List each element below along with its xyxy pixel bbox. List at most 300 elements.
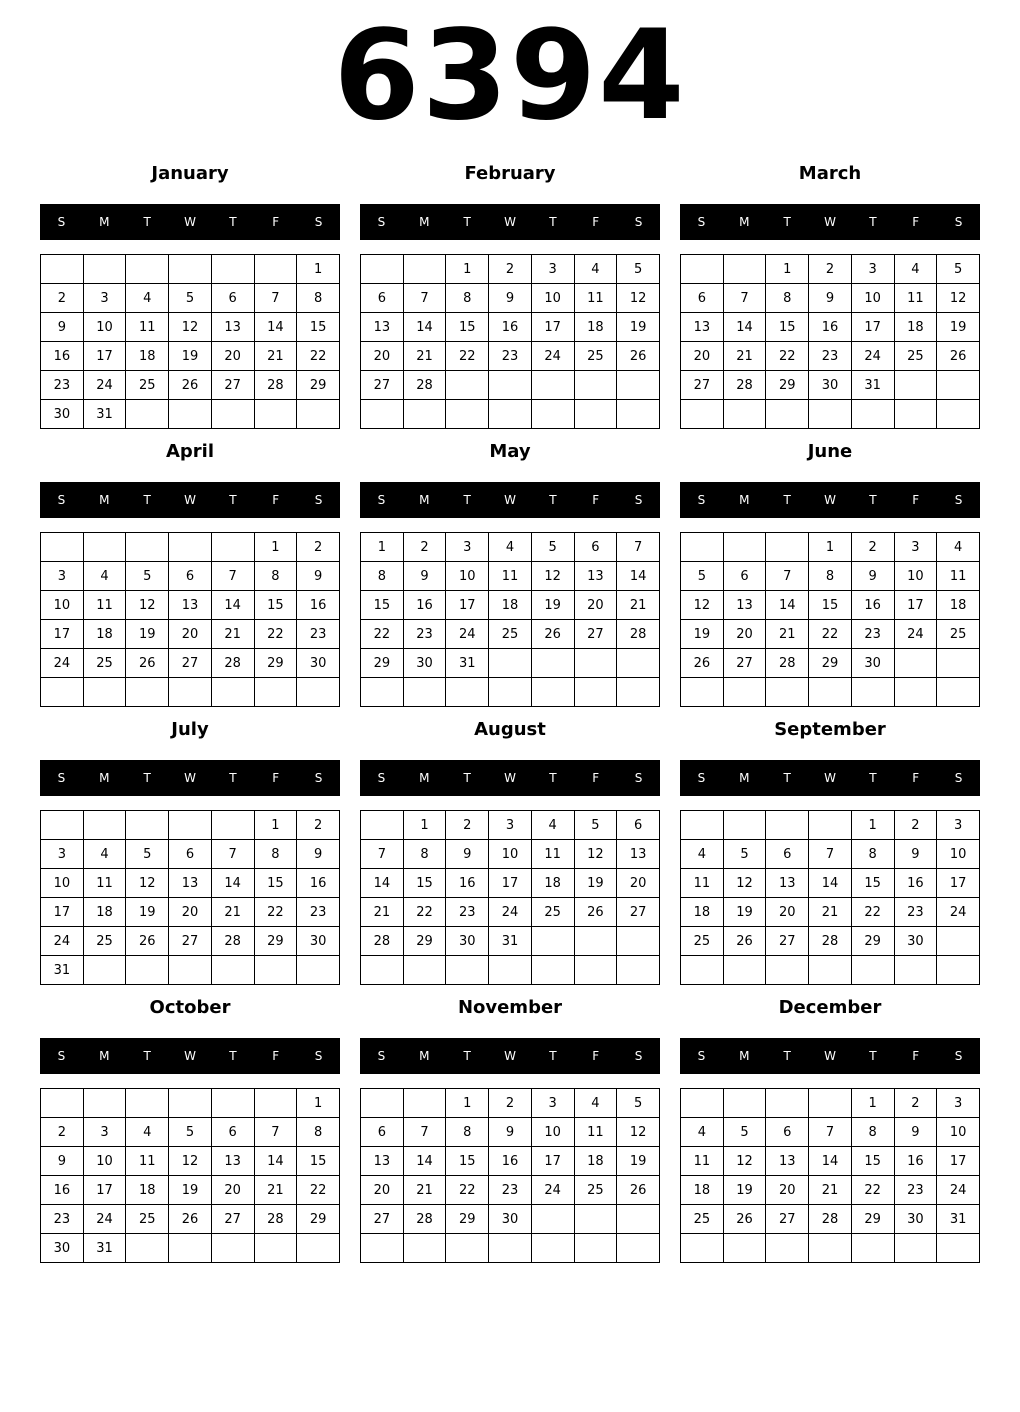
day-cell: 3 [83, 1118, 126, 1147]
week-row [361, 255, 660, 284]
day-cell: 6 [766, 1118, 809, 1147]
weekday-label: W [184, 1049, 196, 1063]
weekday-label: F [912, 771, 920, 785]
day-cell: 13 [361, 1147, 404, 1176]
day-cell: 12 [617, 284, 660, 313]
day-cell [169, 1089, 212, 1118]
day-cell: 29 [297, 1205, 340, 1234]
day-cell [126, 956, 169, 985]
day-cell: 16 [489, 1147, 532, 1176]
day-cell: 30 [894, 927, 937, 956]
day-cell: 25 [574, 1176, 617, 1205]
day-cell: 18 [83, 898, 126, 927]
day-cell: 17 [531, 313, 574, 342]
week-row [361, 1176, 660, 1205]
weekday-label: T [463, 215, 471, 229]
weekday-label: F [592, 1049, 600, 1063]
day-cell [403, 400, 446, 429]
week-row [361, 562, 660, 591]
day-cell: 13 [766, 1147, 809, 1176]
day-cell [574, 371, 617, 400]
day-cell: 18 [681, 898, 724, 927]
week-row [681, 869, 980, 898]
day-cell [531, 1205, 574, 1234]
day-cell: 16 [41, 342, 84, 371]
weekday-label: S [954, 493, 963, 507]
day-cell: 20 [361, 342, 404, 371]
day-cell: 16 [489, 313, 532, 342]
day-cell: 11 [489, 562, 532, 591]
day-cell: 21 [809, 1176, 852, 1205]
day-cell [126, 678, 169, 707]
day-cell [83, 956, 126, 985]
day-cell: 3 [531, 1089, 574, 1118]
day-cell [489, 956, 532, 985]
weekday-label: S [697, 1049, 706, 1063]
day-cell [489, 678, 532, 707]
day-cell [361, 678, 404, 707]
day-cell: 1 [766, 255, 809, 284]
day-cell: 15 [361, 591, 404, 620]
week-row [41, 371, 340, 400]
week-row [681, 400, 980, 429]
day-cell: 16 [403, 591, 446, 620]
weekday-label: T [463, 1049, 471, 1063]
day-cell: 27 [723, 649, 766, 678]
day-cell [617, 956, 660, 985]
day-cell: 21 [403, 1176, 446, 1205]
day-cell [211, 1089, 254, 1118]
day-cell: 17 [446, 591, 489, 620]
day-cell: 19 [723, 1176, 766, 1205]
day-cell: 5 [574, 811, 617, 840]
week-row [681, 562, 980, 591]
week-row [681, 1089, 980, 1118]
day-cell: 11 [894, 284, 937, 313]
day-cell: 28 [211, 927, 254, 956]
day-cell: 8 [851, 1118, 894, 1147]
day-cell: 6 [723, 562, 766, 591]
weekday-label: S [697, 493, 706, 507]
day-cell: 10 [83, 313, 126, 342]
day-cell: 28 [809, 927, 852, 956]
week-row [361, 869, 660, 898]
week-row [681, 284, 980, 313]
day-cell: 29 [809, 649, 852, 678]
day-cell: 13 [574, 562, 617, 591]
weekday-label: M [419, 215, 430, 229]
weekday-label: M [99, 493, 110, 507]
day-cell: 9 [403, 562, 446, 591]
weekday-label: S [634, 771, 643, 785]
week-row [41, 678, 340, 707]
day-cell [83, 678, 126, 707]
day-cell: 20 [766, 1176, 809, 1205]
day-cell: 17 [937, 869, 980, 898]
day-cell: 6 [211, 284, 254, 313]
weekday-label: S [634, 1049, 643, 1063]
day-cell: 13 [361, 313, 404, 342]
day-cell: 27 [169, 649, 212, 678]
week-row [681, 1147, 980, 1176]
day-cell: 1 [297, 1089, 340, 1118]
day-cell [937, 400, 980, 429]
day-cell: 21 [766, 620, 809, 649]
day-cell: 26 [723, 927, 766, 956]
day-cell: 9 [851, 562, 894, 591]
weekday-label: S [314, 493, 323, 507]
day-cell: 5 [617, 1089, 660, 1118]
day-cell [809, 678, 852, 707]
weekday-header [40, 760, 340, 796]
day-cell: 25 [126, 371, 169, 400]
day-cell [41, 811, 84, 840]
weekday-label: T [143, 771, 151, 785]
day-cell: 7 [723, 284, 766, 313]
day-cell [617, 371, 660, 400]
day-cell: 4 [681, 1118, 724, 1147]
weekday-label: M [739, 215, 750, 229]
day-cell: 26 [617, 342, 660, 371]
day-cell [809, 400, 852, 429]
weekday-header [360, 1038, 660, 1074]
day-cell: 11 [126, 313, 169, 342]
day-cell: 22 [403, 898, 446, 927]
day-cell [489, 649, 532, 678]
day-cell [809, 956, 852, 985]
day-cell [531, 1234, 574, 1263]
day-cell: 23 [489, 342, 532, 371]
weekday-label: S [697, 215, 706, 229]
weekday-label: T [229, 493, 237, 507]
day-cell: 16 [297, 869, 340, 898]
week-row [361, 649, 660, 678]
day-cell: 19 [937, 313, 980, 342]
day-cell: 15 [254, 869, 297, 898]
day-cell: 15 [297, 313, 340, 342]
day-cell [403, 956, 446, 985]
day-cell: 31 [446, 649, 489, 678]
day-cell: 14 [809, 869, 852, 898]
day-cell: 28 [617, 620, 660, 649]
day-cell [851, 678, 894, 707]
day-cell [766, 1234, 809, 1263]
day-cell: 25 [681, 1205, 724, 1234]
day-cell [617, 678, 660, 707]
day-cell: 24 [937, 898, 980, 927]
week-row [681, 533, 980, 562]
day-cell: 9 [41, 313, 84, 342]
weekday-label: T [463, 493, 471, 507]
week-row [681, 956, 980, 985]
day-cell: 12 [574, 840, 617, 869]
weekday-label: T [549, 493, 557, 507]
weekday-label: S [954, 771, 963, 785]
weekday-label: S [57, 215, 66, 229]
day-cell [83, 255, 126, 284]
day-cell: 8 [254, 562, 297, 591]
day-cell: 25 [83, 649, 126, 678]
week-row [361, 342, 660, 371]
day-cell: 20 [766, 898, 809, 927]
day-cell: 9 [297, 562, 340, 591]
month-title: June [807, 441, 853, 462]
day-cell: 4 [531, 811, 574, 840]
day-cell [766, 1089, 809, 1118]
day-cell: 28 [766, 649, 809, 678]
day-cell: 29 [403, 927, 446, 956]
month-title: April [165, 441, 215, 462]
day-cell: 26 [681, 649, 724, 678]
day-cell: 1 [809, 533, 852, 562]
day-cell [937, 1234, 980, 1263]
weekday-label: T [549, 215, 557, 229]
weekday-label: S [377, 1049, 386, 1063]
day-cell [574, 956, 617, 985]
day-cell [766, 400, 809, 429]
day-cell [403, 1234, 446, 1263]
day-cell: 3 [894, 533, 937, 562]
day-cell: 30 [894, 1205, 937, 1234]
week-row [41, 1118, 340, 1147]
day-cell [723, 1089, 766, 1118]
weekday-label: S [697, 771, 706, 785]
weekday-label: S [314, 215, 323, 229]
day-cell: 15 [851, 1147, 894, 1176]
day-cell [254, 678, 297, 707]
day-cell: 6 [361, 284, 404, 313]
day-cell: 2 [41, 1118, 84, 1147]
day-cell [41, 533, 84, 562]
day-cell: 17 [937, 1147, 980, 1176]
day-cell: 16 [809, 313, 852, 342]
day-cell: 4 [126, 284, 169, 313]
day-cell [937, 371, 980, 400]
day-cell: 12 [723, 869, 766, 898]
week-row [41, 1234, 340, 1263]
day-cell: 31 [851, 371, 894, 400]
day-cell: 26 [169, 371, 212, 400]
day-cell [574, 1234, 617, 1263]
weekday-label: F [912, 493, 920, 507]
weekday-label: F [592, 493, 600, 507]
day-cell: 23 [894, 1176, 937, 1205]
day-cell: 28 [403, 1205, 446, 1234]
day-cell: 22 [851, 898, 894, 927]
day-cell: 18 [126, 1176, 169, 1205]
weekday-label: T [229, 771, 237, 785]
day-cell: 3 [83, 284, 126, 313]
week-row [361, 533, 660, 562]
day-grid [360, 532, 660, 707]
day-cell: 3 [446, 533, 489, 562]
day-cell: 22 [446, 342, 489, 371]
weekday-label: M [99, 771, 110, 785]
day-cell: 9 [894, 840, 937, 869]
year-title: 6394 [333, 4, 687, 148]
day-cell: 26 [937, 342, 980, 371]
day-cell: 23 [403, 620, 446, 649]
month-title: August [474, 719, 546, 740]
day-cell: 20 [723, 620, 766, 649]
day-cell: 10 [937, 840, 980, 869]
day-cell: 28 [723, 371, 766, 400]
weekday-label: S [377, 493, 386, 507]
day-cell: 2 [851, 533, 894, 562]
week-row [41, 400, 340, 429]
day-cell: 15 [403, 869, 446, 898]
day-cell: 12 [617, 1118, 660, 1147]
day-cell [681, 811, 724, 840]
weekday-label: W [824, 493, 836, 507]
day-cell [766, 678, 809, 707]
day-cell: 21 [211, 620, 254, 649]
day-grid [40, 254, 340, 429]
weekday-label: T [143, 215, 151, 229]
day-cell [169, 678, 212, 707]
week-row [681, 840, 980, 869]
day-cell: 21 [254, 1176, 297, 1205]
day-cell: 19 [574, 869, 617, 898]
day-cell: 12 [681, 591, 724, 620]
day-cell: 1 [297, 255, 340, 284]
week-row [361, 371, 660, 400]
day-cell: 9 [809, 284, 852, 313]
day-cell: 19 [531, 591, 574, 620]
day-cell: 12 [126, 591, 169, 620]
weekday-label: T [783, 771, 791, 785]
weekday-label: T [783, 493, 791, 507]
day-cell: 1 [851, 1089, 894, 1118]
day-cell: 2 [403, 533, 446, 562]
weekday-label: W [824, 771, 836, 785]
month-title: February [464, 163, 556, 184]
weekday-label: S [377, 771, 386, 785]
day-cell: 16 [41, 1176, 84, 1205]
day-cell [211, 811, 254, 840]
day-cell: 25 [937, 620, 980, 649]
day-grid [40, 532, 340, 707]
day-cell: 9 [894, 1118, 937, 1147]
day-cell [41, 1089, 84, 1118]
day-cell: 24 [83, 1205, 126, 1234]
day-cell: 6 [361, 1118, 404, 1147]
day-cell: 24 [531, 342, 574, 371]
day-cell [169, 956, 212, 985]
day-cell: 2 [894, 1089, 937, 1118]
weekday-label: M [99, 215, 110, 229]
day-cell: 10 [531, 1118, 574, 1147]
day-cell: 18 [531, 869, 574, 898]
day-cell [403, 255, 446, 284]
weekday-header [360, 204, 660, 240]
weekday-label: F [912, 1049, 920, 1063]
day-cell [297, 1234, 340, 1263]
day-cell: 28 [809, 1205, 852, 1234]
day-cell: 25 [894, 342, 937, 371]
weekday-label: M [419, 771, 430, 785]
day-cell [211, 533, 254, 562]
day-grid [40, 1088, 340, 1263]
week-row [361, 313, 660, 342]
day-cell [361, 400, 404, 429]
day-cell [681, 1089, 724, 1118]
day-cell: 8 [851, 840, 894, 869]
day-cell: 11 [83, 591, 126, 620]
day-cell: 4 [894, 255, 937, 284]
day-cell: 13 [617, 840, 660, 869]
day-cell: 11 [83, 869, 126, 898]
week-row [41, 255, 340, 284]
day-cell: 14 [254, 1147, 297, 1176]
day-cell: 28 [403, 371, 446, 400]
weekday-label: M [419, 1049, 430, 1063]
day-cell: 2 [41, 284, 84, 313]
day-cell [681, 678, 724, 707]
day-cell: 21 [254, 342, 297, 371]
day-cell: 7 [403, 284, 446, 313]
day-cell: 7 [766, 562, 809, 591]
day-cell [894, 371, 937, 400]
week-row [41, 898, 340, 927]
day-cell: 15 [297, 1147, 340, 1176]
day-cell: 7 [403, 1118, 446, 1147]
day-cell [83, 811, 126, 840]
day-cell: 27 [211, 371, 254, 400]
day-cell [894, 956, 937, 985]
day-cell [937, 956, 980, 985]
day-cell: 3 [531, 255, 574, 284]
day-cell [531, 400, 574, 429]
day-cell [361, 956, 404, 985]
week-row [681, 649, 980, 678]
weekday-header [680, 204, 980, 240]
day-cell: 13 [169, 869, 212, 898]
day-grid [360, 254, 660, 429]
weekday-label: W [184, 215, 196, 229]
day-cell: 24 [446, 620, 489, 649]
day-cell: 26 [617, 1176, 660, 1205]
day-cell: 19 [169, 1176, 212, 1205]
day-cell: 30 [809, 371, 852, 400]
day-cell: 4 [574, 1089, 617, 1118]
month-title: July [171, 719, 209, 740]
day-cell: 21 [211, 898, 254, 927]
day-cell [723, 533, 766, 562]
day-cell: 12 [126, 869, 169, 898]
day-cell [894, 649, 937, 678]
weekday-label: T [783, 215, 791, 229]
day-cell [211, 678, 254, 707]
day-cell: 10 [531, 284, 574, 313]
day-cell: 24 [83, 371, 126, 400]
day-cell: 8 [297, 1118, 340, 1147]
day-cell: 12 [169, 1147, 212, 1176]
day-cell: 3 [937, 811, 980, 840]
day-cell: 4 [83, 562, 126, 591]
weekday-label: T [869, 493, 877, 507]
day-grid [360, 810, 660, 985]
day-cell: 14 [809, 1147, 852, 1176]
weekday-label: T [229, 215, 237, 229]
day-cell: 29 [851, 927, 894, 956]
day-cell: 25 [126, 1205, 169, 1234]
day-cell: 11 [681, 869, 724, 898]
day-cell: 2 [489, 1089, 532, 1118]
week-row [41, 1147, 340, 1176]
weekday-label: T [229, 1049, 237, 1063]
day-cell [723, 811, 766, 840]
